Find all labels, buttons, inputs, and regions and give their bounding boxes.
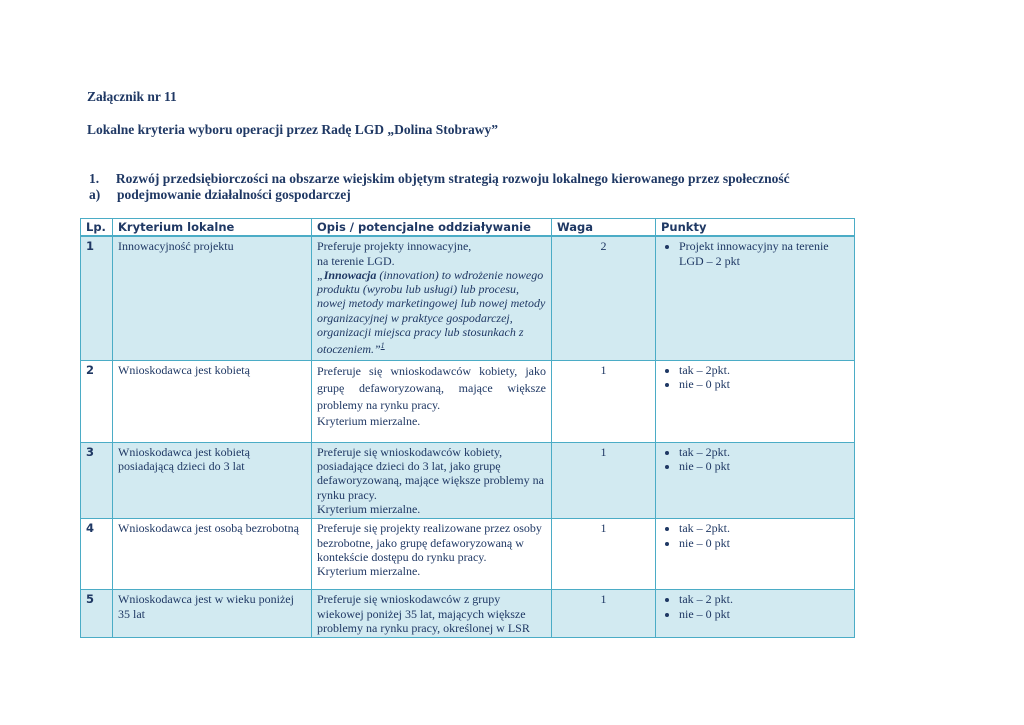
row-description xyxy=(312,519,552,590)
row-description xyxy=(312,590,552,638)
row-points xyxy=(656,442,855,518)
points-item: • nie – 0 pkt xyxy=(679,459,849,473)
row-lp: 3 xyxy=(81,442,113,518)
row-criterion: Wnioskodawca jest w wieku poniżej 35 lat xyxy=(113,590,312,638)
table-row xyxy=(81,519,855,590)
description-line: na terenie LGD. xyxy=(317,253,395,268)
description-main: Preferuje się wnioskodawców kobiety, posiadające dzieci do 3 lat, jako grupę defaworyzowaną, mające większe problemy na rynku pracy. xyxy=(317,444,544,502)
row-lp: 4 xyxy=(81,519,113,590)
definition-term: Innowacja xyxy=(323,267,377,282)
description-main: Preferuje się wnioskodawców z grupy wiekowej poniżej 35 lat, mających większe problemy na rynku pracy, określonej w LSR xyxy=(317,592,530,635)
section-heading xyxy=(89,171,790,187)
row-weight: 1 xyxy=(552,519,656,590)
section-title: Rozwój przedsiębiorczości na obszarze wiejskim objętym strategią rozwoju lokalnego kierowanego przez społeczność xyxy=(115,171,790,186)
points-item: • tak – 2pkt. xyxy=(679,445,849,459)
points-item: • tak – 2pkt. xyxy=(679,363,849,377)
table-header-row xyxy=(81,219,855,237)
points-item: • nie – 0 pkt xyxy=(679,377,849,391)
row-weight: 1 xyxy=(552,442,656,518)
row-weight: 1 xyxy=(552,360,656,442)
points-item: • tak – 2pkt. xyxy=(679,521,849,535)
section-number: 1. xyxy=(89,171,100,186)
points-item: • nie – 0 pkt xyxy=(679,607,849,621)
definition-text: (innovation) to wdrożenie nowego produktu (wyrobu lub usługi) lub procesu, nowej metody marketingowej lub nowej metody organizacyjnej w praktyce gospodarczej, organizacji miejsca pracy lub stosunkach z otoczeniem.” xyxy=(317,267,546,357)
description-extra: Kryterium mierzalne. xyxy=(317,564,421,579)
description-main: Preferuje się wnioskodawców kobiety, jako grupę defaworyzowaną, mające większe problemy na rynku pracy. xyxy=(317,363,546,412)
row-description xyxy=(312,442,552,518)
quote-mark: „ xyxy=(317,267,324,282)
row-points xyxy=(656,519,855,590)
row-criterion: Wnioskodawca jest kobietą posiadającą dzieci do 3 lat xyxy=(113,442,312,518)
table-row xyxy=(81,236,855,360)
row-description xyxy=(312,360,552,442)
description-extra: Kryterium mierzalne. xyxy=(317,501,421,516)
header-weight: Waga xyxy=(552,219,656,237)
description-line: Preferuje projekty innowacyjne, xyxy=(317,239,472,254)
row-lp: 5 xyxy=(81,590,113,638)
row-lp: 1 xyxy=(81,236,113,360)
document-title: Lokalne kryteria wyboru operacji przez Radę LGD „Dolina Stobrawy” xyxy=(87,122,498,137)
row-weight: 1 xyxy=(552,590,656,638)
table-row xyxy=(81,590,855,638)
row-weight: 2 xyxy=(552,236,656,360)
points-item: • tak – 2 pkt. xyxy=(679,592,849,606)
row-criterion: Innowacyjność projektu xyxy=(113,236,312,360)
header-criterion: Kryterium lokalne xyxy=(113,219,312,237)
annex-title: Załącznik nr 11 xyxy=(87,89,177,104)
row-points xyxy=(656,360,855,442)
subsection-letter: a) xyxy=(89,187,101,202)
description-definition xyxy=(317,268,546,357)
table-row xyxy=(81,360,855,442)
header-description: Opis / potencjalne oddziaływanie xyxy=(312,219,552,237)
row-description xyxy=(312,236,552,360)
points-item: • Projekt innowacyjny na terenie LGD – 2 pkt xyxy=(679,239,849,268)
row-points xyxy=(656,590,855,638)
subsection-title: podejmowanie działalności gospodarczej xyxy=(117,187,351,202)
description-main: Preferuje się projekty realizowane przez osoby bezrobotne, jako grupę defaworyzowaną w kontekście dostępu do rynku pracy. xyxy=(317,521,542,564)
row-criterion: Wnioskodawca jest osobą bezrobotną xyxy=(113,519,312,590)
description-extra: Kryterium mierzalne. xyxy=(317,413,421,428)
footnote-link[interactable]: 1 xyxy=(380,341,385,351)
subsection-heading xyxy=(89,187,351,203)
row-lp: 2 xyxy=(81,360,113,442)
header-lp: Lp. xyxy=(81,219,113,237)
row-criterion: Wnioskodawca jest kobietą xyxy=(113,360,312,442)
criteria-table xyxy=(80,218,855,638)
points-item: • nie – 0 pkt xyxy=(679,536,849,550)
header-points: Punkty xyxy=(656,219,855,237)
table-row xyxy=(81,442,855,518)
row-points xyxy=(656,236,855,360)
